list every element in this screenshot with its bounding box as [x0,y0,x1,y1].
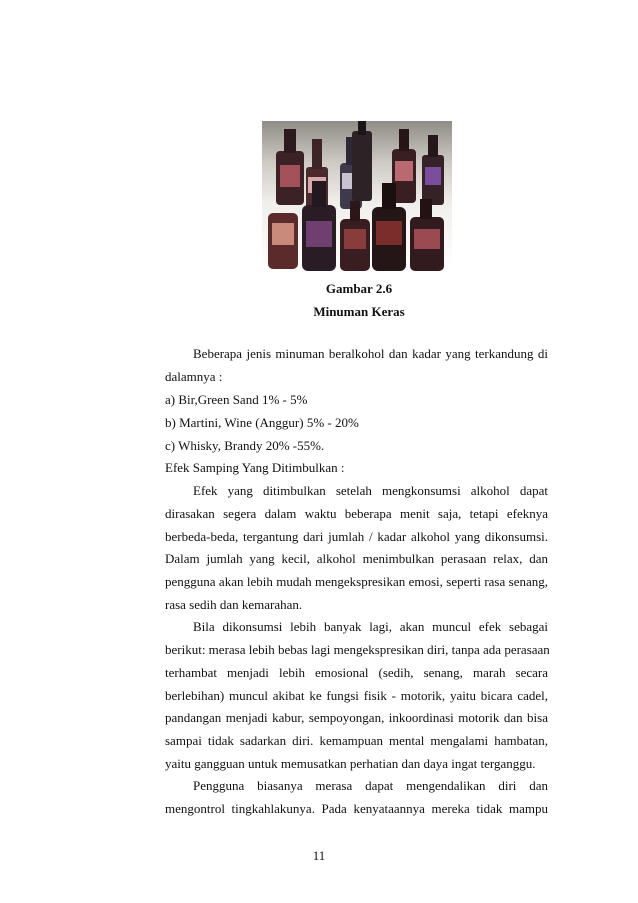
paragraph-line: dalamnya : [165,369,223,384]
paragraph-line: Dalam jumlah yang kecil, alkohol menimbulkan perasaan relax, dan [165,551,548,566]
list-item: a) Bir,Green Sand 1% - 5% [165,392,308,407]
list-item: b) Martini, Wine (Anggur) 5% - 20% [165,415,359,430]
paragraph-line: berlebihan) muncul akibat ke fungsi fisik - motorik, yaitu bicara cadel, [165,688,548,703]
paragraph-line: Beberapa jenis minuman beralkohol dan kadar yang terkandung di [193,346,548,361]
paragraph-line: mengontrol tingkahlakunya. Pada kenyataannya mereka tidak mampu [165,801,548,816]
list-item: c) Whisky, Brandy 20% -55%. [165,438,325,453]
paragraph-line: terhambat menjadi lebih emosional (sedih, senang, marah secara [165,665,548,680]
paragraph-line: Bila dikonsumsi lebih banyak lagi, akan muncul efek sebagai [193,619,548,634]
paragraph-line: dirasakan segera dalam waktu beberapa menit saja, tetapi efeknya [165,506,548,521]
paragraph-line: Efek yang ditimbulkan setelah mengkonsumsi alkohol dapat [193,483,548,498]
section-heading: Efek Samping Yang Ditimbulkan : [165,460,345,475]
figure-label: Gambar 2.6 [325,281,393,296]
liquor-bottles-photo [262,121,452,271]
paragraph-line: pandangan menjadi kabur, sempoyongan, inkoordinasi motorik dan bisa [165,710,548,725]
paragraph-line: pengguna akan lebih mudah mengekspresikan emosi, seperti rasa senang, [165,574,548,589]
page-number: 11 [312,848,326,863]
figure-title: Minuman Keras [313,304,405,319]
paragraph-line: rasa sedih dan kemarahan. [165,597,303,612]
paragraph-line: berbeda-beda, tergantung dari jumlah / kadar alkohol yang dikonsumsi. [165,529,548,544]
paragraph-line: Pengguna biasanya merasa dapat mengendalikan diri dan [193,778,548,793]
paragraph-line: sampai tidak sadarkan diri. kemampuan mental mengalami hambatan, [165,733,548,748]
paragraph-line: berikut: merasa lebih bebas lagi mengekspresikan diri, tanpa ada perasaan [165,642,550,657]
paragraph-line: yaitu gangguan untuk memusatkan perhatian dan daya ingat terganggu. [165,756,536,771]
